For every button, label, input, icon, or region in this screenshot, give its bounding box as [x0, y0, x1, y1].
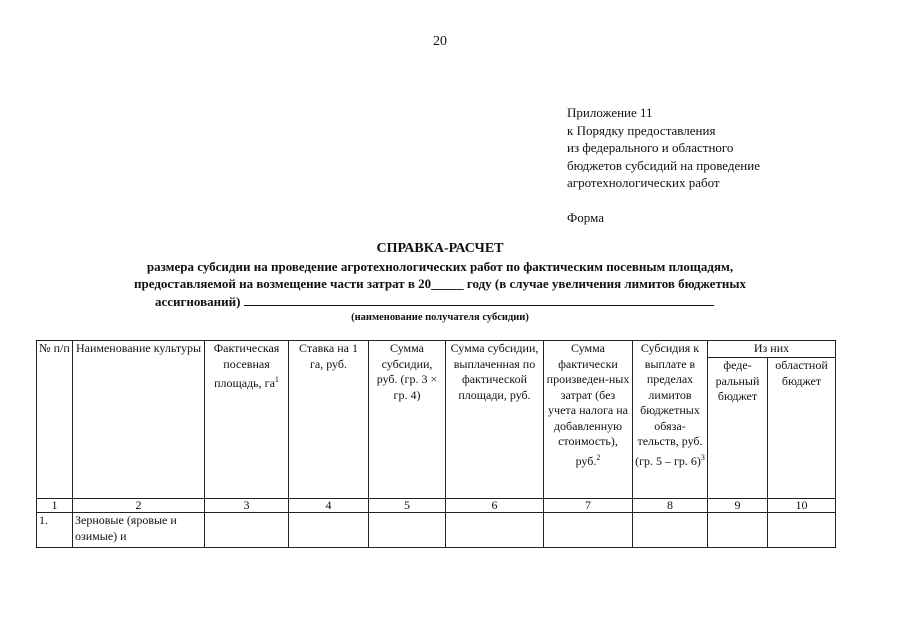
column-number: 10	[768, 499, 836, 513]
table-cell[interactable]	[369, 513, 446, 548]
appendix-line: агротехнологических работ	[567, 175, 720, 190]
column-number: 3	[205, 499, 289, 513]
header-actual-costs-text: Сумма фактически произведен-ных затрат (без учета налога на добавленную стоимость), руб.	[546, 341, 630, 468]
column-number: 7	[544, 499, 633, 513]
header-regional-budget: областной бюджет	[768, 358, 836, 499]
subtitle-line-1: размера субсидии на проведение агротехнологических работ по фактическим посевным площадям,	[146, 259, 734, 274]
column-number: 4	[289, 499, 369, 513]
table-cell[interactable]	[446, 513, 544, 548]
table-cell[interactable]	[633, 513, 708, 548]
table-cell[interactable]	[708, 513, 768, 548]
appendix-line: Приложение 11	[567, 105, 653, 120]
column-number: 5	[369, 499, 446, 513]
column-number: 6	[446, 499, 544, 513]
appendix-line: к Порядку предоставления	[567, 122, 716, 138]
row-number: 1.	[37, 513, 73, 548]
header-of-which-group: Из них	[708, 341, 836, 358]
calculation-table	[36, 340, 836, 548]
column-number: 9	[708, 499, 768, 513]
footnote-ref-1: 1	[274, 375, 279, 384]
header-rate: Ставка на 1 га, руб.	[289, 341, 369, 499]
header-federal-budget: феде-ральный бюджет	[708, 358, 768, 499]
table-row	[37, 513, 836, 548]
table-cell[interactable]	[289, 513, 369, 548]
header-crop-name: Наименование культуры	[73, 341, 205, 499]
header-subsidy-payable	[633, 341, 708, 499]
footnote-ref-3: 3	[700, 452, 705, 462]
appendix-block	[567, 104, 760, 192]
page-number: 20	[433, 34, 447, 49]
subtitle-line-3	[155, 293, 714, 310]
appendix-line: из федерального и областного	[567, 140, 734, 155]
document-title: СПРАВКА-РАСЧЕТ	[376, 241, 504, 256]
header-number: № п/п	[37, 341, 73, 499]
column-number: 1	[37, 499, 73, 513]
table-cell[interactable]	[544, 513, 633, 548]
subtitle-line-2: предоставляемой на возмещение части затрат в 20_____ году (в случае увеличения лимитов бюджетных	[134, 276, 746, 291]
column-number: 2	[73, 499, 205, 513]
header-actual-costs	[544, 341, 633, 499]
column-number: 8	[633, 499, 708, 513]
recipient-blank-line	[244, 293, 714, 306]
header-actual-area-text: Фактическая посевная площадь, га	[213, 341, 280, 390]
table-cell[interactable]	[768, 513, 836, 548]
header-subsidy-sum: Сумма субсидии, руб. (гр. 3 × гр. 4)	[369, 341, 446, 499]
appendix-line: бюджетов субсидий на проведение	[567, 157, 760, 173]
subtitle-line-3-text: ассигнований)	[155, 294, 241, 309]
header-paid-subsidy: Сумма субсидии, выплаченная по фактической площади, руб.	[446, 341, 544, 499]
table-cell[interactable]	[205, 513, 289, 548]
recipient-caption: (наименование получателя субсидии)	[351, 312, 529, 323]
header-subsidy-payable-text: Субсидия к выплате в пределах лимитов бюджетных обяза-тельств, руб. (гр. 5 – гр. 6)	[635, 341, 703, 468]
form-label: Форма	[567, 210, 604, 225]
footnote-ref-2: 2	[596, 452, 601, 462]
header-actual-area	[205, 341, 289, 499]
row-crop-name: Зерновые (яровые и озимые) и	[73, 513, 205, 548]
